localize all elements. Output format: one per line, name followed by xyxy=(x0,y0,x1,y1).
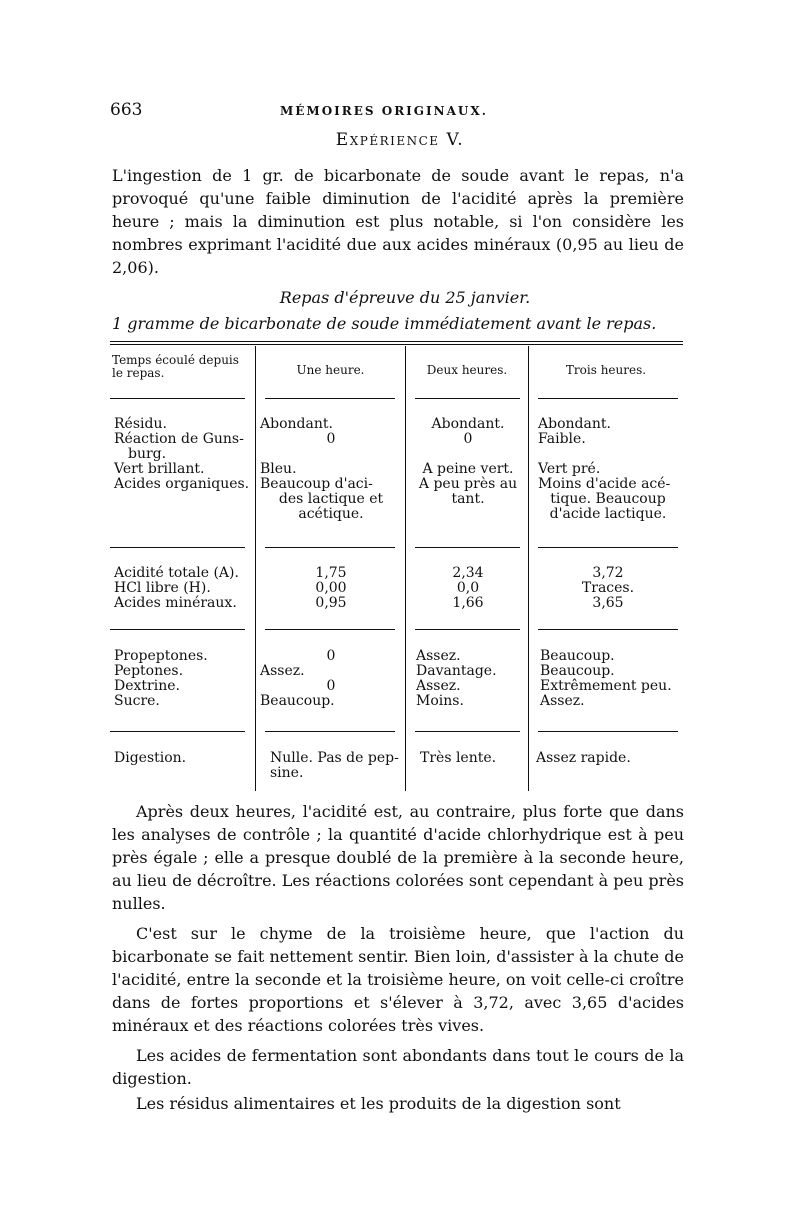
label-hcl-libre: HCl libre (H). xyxy=(114,580,211,596)
cell-value: 1,75 xyxy=(315,565,347,581)
cell-value xyxy=(534,447,682,462)
cell-value: 3,65 xyxy=(592,595,624,611)
cell-value: 0 xyxy=(326,678,336,694)
cell-value: Extrêmement peu. xyxy=(540,678,672,694)
experiment-title: Expérience V. xyxy=(335,130,465,150)
cell-value: Abondant. xyxy=(431,416,505,432)
label-reaction-cont: burg. xyxy=(128,446,167,462)
cell-value: Moins d'acide acé- xyxy=(538,476,671,492)
group2-three-hours xyxy=(534,566,682,611)
running-title: MÉMOIRES ORIGINAUX. xyxy=(280,104,488,118)
group1-labels xyxy=(114,417,254,492)
cell-value: Nulle. Pas de pep- xyxy=(270,750,399,766)
row-divider xyxy=(538,629,678,630)
label-peptones: Peptones. xyxy=(114,663,184,679)
row-divider xyxy=(265,731,395,732)
cell-value: sine. xyxy=(270,765,304,781)
row-divider xyxy=(538,398,678,399)
group3-one-hour xyxy=(260,649,402,709)
cell-value: 0 xyxy=(326,431,336,447)
results-table xyxy=(110,346,683,791)
label-acides-organiques: Acides organiques. xyxy=(114,476,250,492)
group3-two-hours xyxy=(416,649,526,709)
cell-value: Assez. xyxy=(416,648,461,664)
row-divider xyxy=(538,731,678,732)
cell-value: Assez. xyxy=(416,678,461,694)
cell-value: Très lente. xyxy=(420,750,497,766)
cell-value: A peu près au xyxy=(418,476,518,492)
row-divider xyxy=(110,629,245,630)
cell-value: Abondant. xyxy=(260,416,333,432)
label-reaction: Réaction de Guns- xyxy=(114,431,244,447)
intro-paragraph: L'ingestion de 1 gr. de bicarbonate de soude avant le repas, n'a provoqué qu'une faible diminution de l'acidité après la première heure ; mais la diminution est plus notable, si l'on considère les nombres exprimant l'acidité due aux acides minéraux (0,95 au lieu de 2,06). xyxy=(112,166,684,277)
cell-value: 0,95 xyxy=(315,595,347,611)
header-three-hours: Trois heures. xyxy=(565,363,647,377)
table-top-rule-2 xyxy=(110,344,683,345)
meal-subheading: Repas d'épreuve du 25 janvier. xyxy=(279,288,531,307)
table-top-rule xyxy=(110,341,683,342)
cell-value: Beaucoup. xyxy=(540,663,615,679)
cell-value: 3,72 xyxy=(592,565,624,581)
row-divider xyxy=(265,629,395,630)
group3-labels xyxy=(114,649,254,709)
group4-one-hour xyxy=(270,751,402,781)
cell-value: Traces. xyxy=(581,580,635,596)
row-divider xyxy=(415,547,520,548)
label-sucre: Sucre. xyxy=(114,693,160,709)
group4-three-hours xyxy=(536,751,682,766)
cell-value: Abondant. xyxy=(538,416,611,432)
cell-value: Faible. xyxy=(538,431,586,447)
group2-one-hour xyxy=(260,566,402,611)
group2-two-hours xyxy=(410,566,526,611)
label-vert-brillant: Vert brillant. xyxy=(114,461,205,477)
row-divider xyxy=(110,547,245,548)
cell-value: Beaucoup. xyxy=(540,648,615,664)
column-divider xyxy=(528,346,529,791)
group1-three-hours xyxy=(534,417,682,522)
group2-labels xyxy=(114,566,254,611)
label-residu: Résidu. xyxy=(114,416,167,432)
group1-two-hours xyxy=(410,417,526,507)
cell-value xyxy=(410,447,526,462)
dose-subheading: 1 gramme de bicarbonate de soude immédiatement avant le repas. xyxy=(112,314,657,333)
group1-one-hour xyxy=(260,417,402,522)
row-divider xyxy=(110,731,245,732)
paragraph-residues: Les résidus alimentaires et les produits de la digestion sont xyxy=(136,1094,621,1113)
header-two-hours: Deux heures. xyxy=(426,363,508,377)
page-number: 663 xyxy=(110,100,143,120)
cell-value: des lactique et xyxy=(278,491,384,507)
paragraph-third-hour: C'est sur le chyme de la troisième heure, que l'action du bicarbonate se fait nettement sentir. Bien loin, d'assister à la chute de l'acidité, entre la seconde et la troisième heure, on voit celle-ci croître dans de fortes proportions et s'élever à 3,72, avec 3,65 d'acides minéraux et des réactions colorées très vives. xyxy=(112,924,684,1035)
paragraph-fermentation-acids: Les acides de fermentation sont abondants dans tout le cours de la digestion. xyxy=(112,1046,684,1088)
cell-value: Assez rapide. xyxy=(536,750,631,766)
cell-value: 1,66 xyxy=(452,595,484,611)
cell-value: acétique. xyxy=(298,506,364,522)
cell-value: d'acide lactique. xyxy=(549,506,667,522)
row-divider xyxy=(415,398,520,399)
group4-two-hours xyxy=(420,751,526,766)
cell-value: Assez. xyxy=(260,663,305,679)
column-divider xyxy=(255,346,256,791)
row-divider xyxy=(110,398,245,399)
cell-value: A peine vert. xyxy=(422,461,514,477)
row-divider xyxy=(415,629,520,630)
header-time: Temps écoulé depuis le repas. xyxy=(112,353,239,380)
cell-value: Beaucoup d'aci- xyxy=(260,476,373,492)
row-divider xyxy=(538,547,678,548)
cell-value: Assez. xyxy=(540,693,585,709)
row-divider xyxy=(415,731,520,732)
cell-value: 0 xyxy=(463,431,473,447)
header-one-hour: Une heure. xyxy=(296,363,365,377)
cell-value: Beaucoup. xyxy=(260,693,335,709)
cell-value: 0 xyxy=(326,648,336,664)
cell-value: 0,0 xyxy=(456,580,480,596)
label-dextrine: Dextrine. xyxy=(114,678,180,694)
row-divider xyxy=(265,547,395,548)
group4-labels xyxy=(114,751,254,766)
column-divider xyxy=(405,346,406,791)
label-propeptones: Propeptones. xyxy=(114,648,208,664)
cell-value: 2,34 xyxy=(452,565,484,581)
label-digestion: Digestion. xyxy=(114,750,187,766)
cell-value: tant. xyxy=(451,491,485,507)
cell-value xyxy=(260,447,402,462)
row-divider xyxy=(265,398,395,399)
cell-value: tique. Beaucoup xyxy=(550,491,666,507)
paragraph-after-two-hours: Après deux heures, l'acidité est, au contraire, plus forte que dans les analyses de contrôle ; la quantité d'acide chlorhydrique est à peu près égale ; elle a presque doublé de la première à la seconde heure, au lieu de décroître. Les réactions colorées sont cependant à peu près nulles. xyxy=(112,802,684,913)
label-acidite-totale: Acidité totale (A). xyxy=(114,565,239,581)
label-acides-mineraux: Acides minéraux. xyxy=(114,595,237,611)
group3-three-hours xyxy=(540,649,682,709)
cell-value: Vert pré. xyxy=(538,461,601,477)
cell-value: Moins. xyxy=(416,693,464,709)
page-header xyxy=(110,100,700,124)
cell-value: Bleu. xyxy=(260,461,297,477)
cell-value: Davantage. xyxy=(416,663,497,679)
cell-value: 0,00 xyxy=(315,580,347,596)
